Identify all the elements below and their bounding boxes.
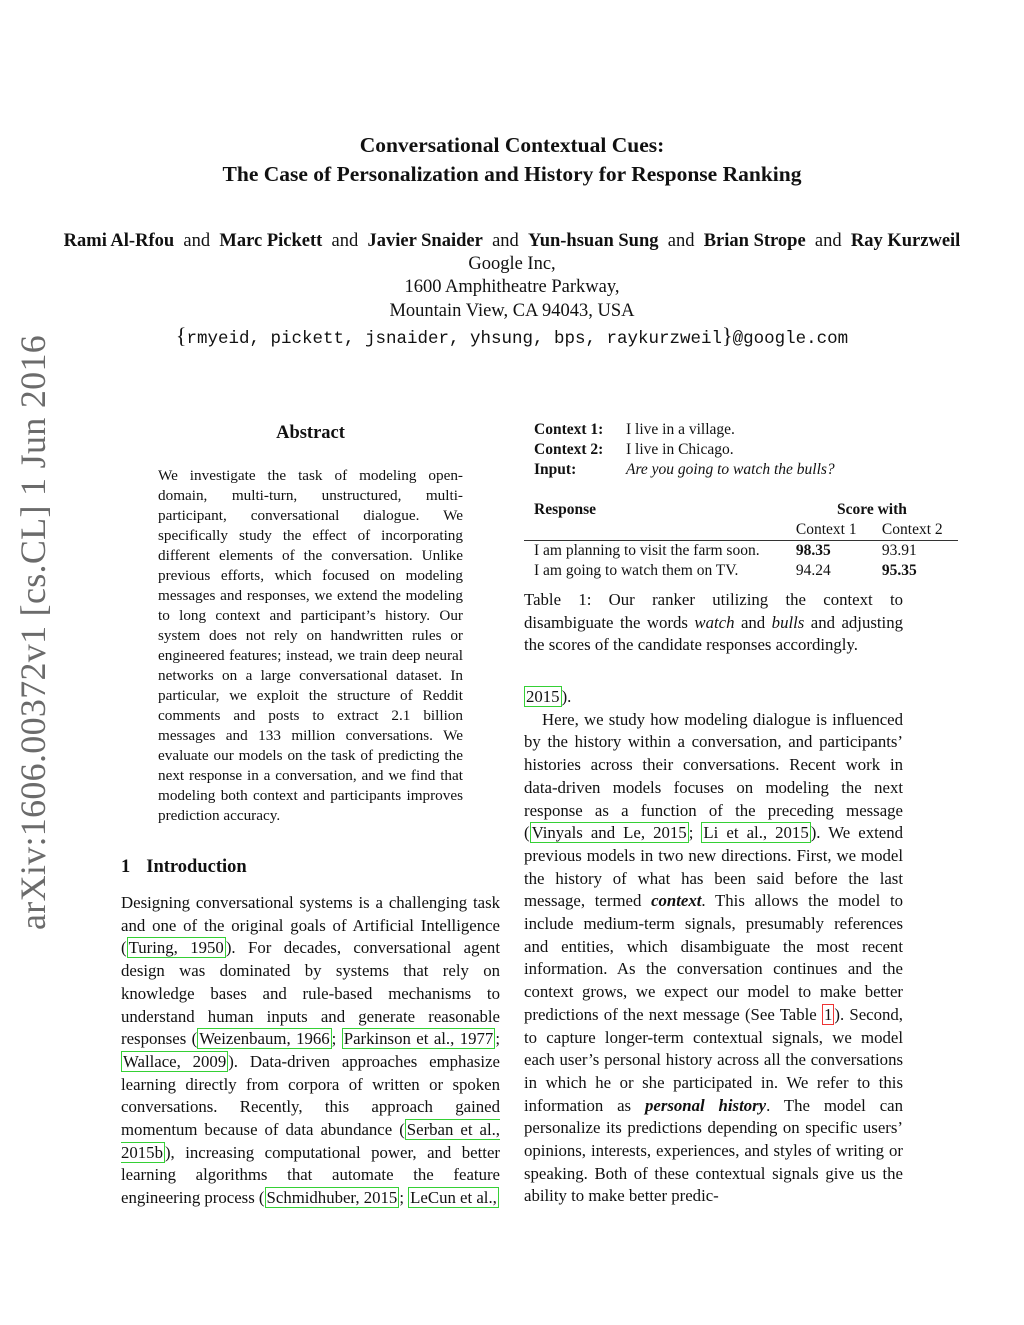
email-domain: @google.com (732, 329, 849, 349)
para-text-1: Here, we study how modeling dialogue is influenced by the history within a conversation, and participants’ histories across their conversations. Recent work in data-driven models focuses on modeling the next response as a function of the preceding message ( (524, 709, 903, 843)
label-colon: : (598, 421, 604, 438)
paragraph (524, 709, 903, 1208)
affiliation-org: Google Inc, (468, 254, 556, 274)
author-separator: and (183, 231, 211, 251)
context-2-text: I live in Chicago. (626, 441, 734, 458)
affiliation (0, 253, 1024, 323)
author-3: Javier Snaider (367, 231, 483, 251)
intro-text-4: ), increasing computational power, and better learning algorithms that automate the feature engineering process ( (121, 1142, 500, 1208)
title-line-1: Conversational Contextual Cues: (359, 133, 665, 157)
intro-text-2: ). For decades, conversational agent design was dominated by systems that rely on knowledge bases and rule-based mechanisms to understand human inputs and generate reasonable responses ( (121, 938, 500, 1049)
table-cell-score: 95.35 (881, 562, 917, 579)
section-title: Introduction (146, 857, 247, 877)
affiliation-street: 1600 Amphitheatre Parkway, (404, 277, 620, 298)
author-6: Ray Kurzweil (850, 231, 961, 251)
author-separator: and (814, 231, 842, 251)
context-2-label: Context 2 (534, 441, 599, 458)
table-cell-response: I am planning to visit the farm soon. (524, 541, 786, 562)
citation-link[interactable]: Schmidhuber, 2015 (266, 1188, 398, 1208)
citation-link[interactable]: LeCun et al., (410, 1188, 497, 1208)
author-4: Yun-hsuan Sung (528, 231, 659, 251)
para-text-3: . This allows the model to include medium-term signals, presumably references and entities, which disambiguate the most recent information. As the conversation continues and the context grows, we expect our model to make better predictions of the next message (See Table (524, 891, 903, 1024)
table-row (524, 541, 958, 562)
term-context: context (651, 891, 702, 911)
right-column-text (524, 686, 903, 1208)
context-1-row (534, 420, 835, 440)
context-2-row (534, 440, 835, 460)
email-list: rmyeid, pickett, jsnaider, yhsung, bps, raykurzweil (186, 329, 723, 349)
term-personal-history: personal history (644, 1095, 767, 1115)
author-1: Rami Al-Rfou (63, 231, 175, 251)
author-separator: and (331, 231, 359, 251)
author-5: Brian Strope (703, 231, 806, 251)
citation-separator: ; (399, 1188, 409, 1208)
input-label: Input (534, 461, 572, 478)
citation-link[interactable]: Wallace, 2009 (123, 1051, 227, 1071)
citation-link[interactable]: Vinyals and Le, 2015 (531, 823, 687, 843)
results-table (524, 500, 958, 581)
caption-emph-bulls: bulls (771, 612, 805, 632)
example-context (534, 420, 835, 480)
citation-separator: ; (331, 1029, 342, 1049)
context-1-text: I live in a village. (626, 421, 735, 438)
author-emails (0, 323, 1024, 349)
author-2: Marc Pickett (219, 231, 323, 251)
section-heading-introduction (121, 857, 247, 878)
context-1-label: Context 1 (534, 421, 599, 438)
table-reference-link[interactable]: 1 (823, 1004, 833, 1024)
table-header-response: Response (534, 501, 597, 518)
caption-text-2: and adjusting the scores of the candidate responses accordingly. (524, 612, 904, 655)
abstract-text: We investigate the task of modeling open-domain, multi-turn, unstructured, multi-participant, conversational dialogue. We specifically study the effect of incorporating different elements of the conversation. Unlike previous efforts, which focused on modeling messages and responses, we extend the modeling to long context and participant’s history. Our system does not rely on handwritten rules or engineered features; instead, we train deep neural networks on a large conversational dataset. In particular, we exploit the structure of Reddit comments and posts to extract 2.1 billion messages and 133 million conversations. We evaluate our models on the task of predicting the next response in a conversation, and we find that modeling both context and participants improves prediction accuracy. (158, 467, 463, 824)
citation-close: ). (561, 687, 572, 706)
label-colon: : (571, 461, 577, 478)
abstract-heading: Abstract (276, 423, 345, 443)
input-row (534, 460, 835, 480)
citation-link[interactable]: 2015 (526, 687, 560, 706)
citation-link[interactable]: Serban et al., 2015b (121, 1120, 500, 1162)
citation-separator: ; (688, 823, 702, 843)
table-header-score: Score with (836, 501, 907, 518)
author-separator: and (492, 231, 519, 251)
citation-link[interactable]: Parkinson et al., 1977 (343, 1029, 494, 1049)
citation-link[interactable]: Turing, 1950 (128, 938, 224, 958)
citation-link[interactable]: Weizenbaum, 1966 (199, 1029, 330, 1049)
intro-text-1: Designing conversational systems is a challenging task and one of the original goals of Artificial Intelligence ( (121, 893, 500, 958)
paper-title (0, 131, 1024, 189)
title-line-2: The Case of Personalization and History for Response Ranking (222, 162, 802, 186)
table-cell-response: I am going to watch them on TV. (534, 562, 739, 579)
para-text-4: ). Second, to capture longer-term contextual signals, we model each user’s personal history across all the conversations in which he or she participated in. We refer to this information as (524, 1004, 903, 1115)
table-subheader-context2: Context 2 (881, 521, 943, 538)
label-colon: : (598, 441, 604, 458)
caption-text-1: Table 1: Our ranker utilizing the context to disambiguate the words (524, 590, 903, 632)
citation-separator: ; (495, 1029, 500, 1049)
brace-open: { (175, 323, 187, 348)
table-row (524, 561, 958, 581)
author-separator: and (667, 231, 695, 251)
intro-text-3: ). Data-driven approaches emphasize learning directly from corpora of written or spoken conversations. Recently, this approach gained momentum because of data abundance ( (121, 1051, 500, 1140)
input-text: Are you going to watch the bulls? (626, 461, 835, 478)
table-cell-score: 94.24 (795, 562, 831, 579)
table-caption (524, 589, 903, 657)
affiliation-city: Mountain View, CA 94043, USA (389, 300, 635, 321)
author-list (0, 230, 1024, 253)
citation-link[interactable]: Li et al., 2015 (703, 823, 809, 843)
intro-paragraph (121, 892, 500, 1210)
section-number: 1 (121, 857, 131, 877)
caption-emph-watch: watch (694, 612, 735, 632)
para-text-5: . The model can personalize its predictions depending on specific users’ opinions, interests, experiences, and styles of writing or speaking. Both of these contextual signals give us the ability to make better predic- (524, 1095, 903, 1206)
table-subheader-context1: Context 1 (795, 521, 857, 538)
caption-text-and: and (734, 612, 772, 632)
para-text-2: ). We extend previous models in two new directions. First, we model the history of what has been said before the last message, termed (524, 823, 904, 911)
table-cell-score: 93.91 (872, 541, 958, 562)
brace-close: } (722, 323, 733, 348)
arxiv-stamp: arXiv:1606.00372v1 [cs.CL] 1 Jun 2016 (13, 334, 53, 930)
citation-continuation (524, 686, 903, 709)
table-cell-score: 98.35 (786, 541, 872, 562)
